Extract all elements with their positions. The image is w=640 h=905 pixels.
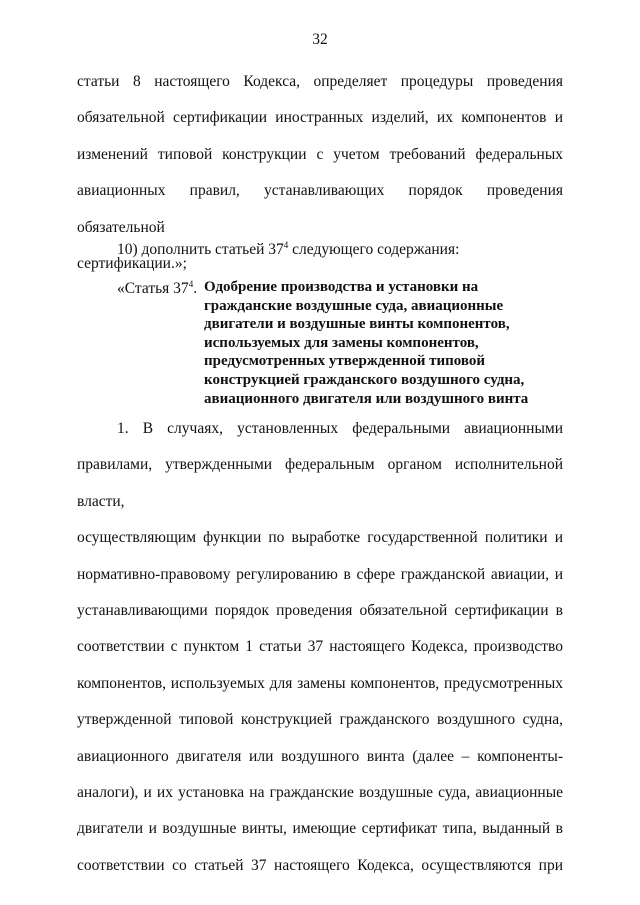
text-line: осуществляющим функции по выработке государственной политики и <box>77 529 563 547</box>
text-line: соответствии с пунктом 1 статьи 37 настоящего Кодекса, производство <box>77 638 563 656</box>
article-label-prefix: «Статья 37 <box>117 280 189 297</box>
text-line: авиационного двигателя или воздушного винта (далее – компоненты- <box>77 747 563 765</box>
article-title-line: конструкцией гражданского воздушного судна, <box>204 371 525 388</box>
text-line: правилами, утвержденными федеральным органом исполнительной власти, <box>77 456 563 510</box>
article-title <box>204 278 563 408</box>
text-line: обязательной сертификации иностранных изделий, их компонентов и <box>77 109 563 127</box>
article-label-suffix: . <box>193 280 198 297</box>
text-line: изменений типовой конструкции с учетом требований федеральных <box>77 145 563 163</box>
text-line: двигатели и воздушные винты, имеющие сертификат типа, выданный в <box>77 820 563 838</box>
text-line: аналоги), и их установка на гражданские воздушные суда, авиационные <box>77 784 563 802</box>
amendment-sup: 4 <box>283 240 289 250</box>
article-title-line: используемых для замены компонентов, <box>204 334 479 351</box>
article-title-line: предусмотренных утвержденной типовой <box>204 353 486 370</box>
article-title-line: авиационного двигателя или воздушного винта <box>204 390 529 407</box>
text-line: устанавливающими порядок проведения обязательной сертификации в <box>77 602 563 620</box>
article-title-line: двигатели и воздушные винты компонентов, <box>204 316 510 333</box>
article-label-sup: 4 <box>188 279 194 289</box>
text-line: авиационных правил, устанавливающих порядок проведения обязательной <box>77 182 563 236</box>
text-line: нормативно-правовому регулированию в сфере гражданской авиации, и <box>77 565 563 583</box>
text-line: соответствии со статьей 37 настоящего Кодекса, осуществляются при <box>77 856 563 874</box>
text-line: сертификации.»; <box>77 255 187 273</box>
page-number: 32 <box>312 31 328 48</box>
text-line: 1. В случаях, установленных федеральными авиационными <box>117 420 563 437</box>
amendment-suffix: следующего содержания: <box>288 241 460 258</box>
article-title-line: гражданские воздушные суда, авиационные <box>204 297 504 314</box>
article-heading <box>117 278 563 408</box>
text-line: компонентов, используемых для замены компонентов, предусмотренных <box>77 674 563 692</box>
paragraph-1 <box>77 411 563 884</box>
article-title-line: Одобрение производства и установки на <box>204 279 479 295</box>
article-label <box>117 278 197 299</box>
amendment-item <box>117 239 563 261</box>
text-line: утвержденной типовой конструкцией гражданского воздушного судна, <box>77 711 563 729</box>
text-line: статьи 8 настоящего Кодекса, определяет процедуры проведения <box>77 73 563 90</box>
amendment-prefix: 10) дополнить статьей 37 <box>117 241 284 258</box>
